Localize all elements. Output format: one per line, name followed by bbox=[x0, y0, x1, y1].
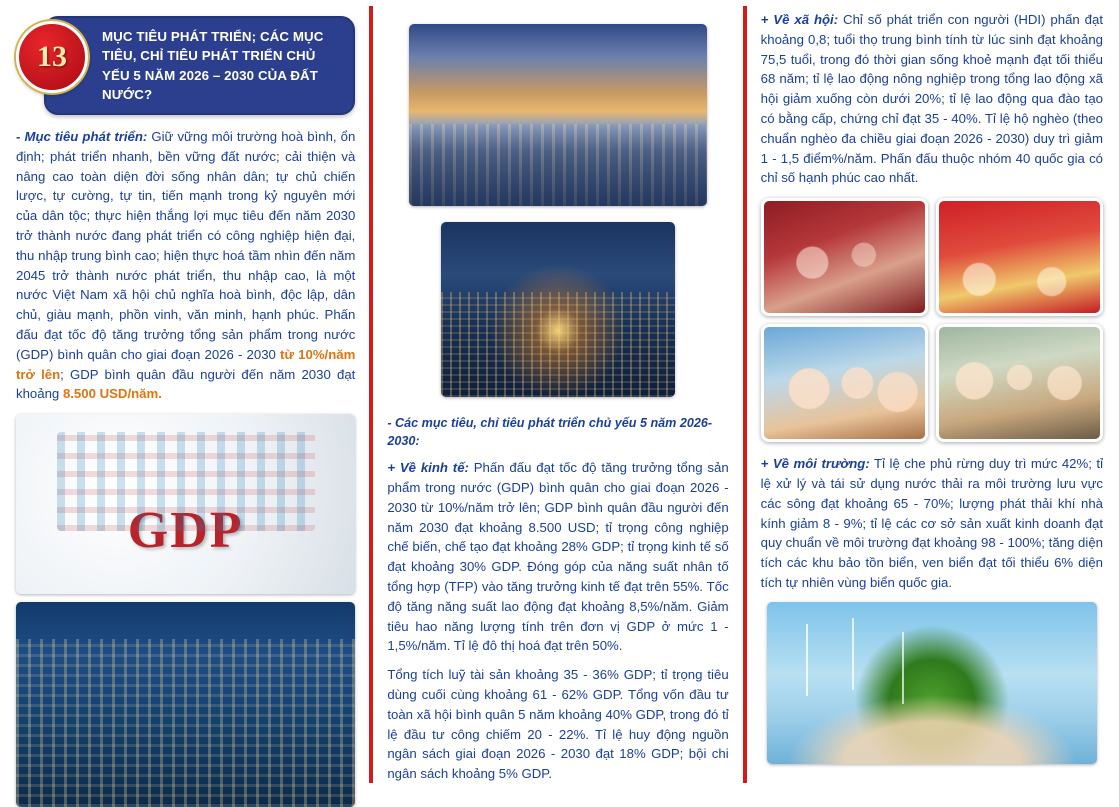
environment-paragraph bbox=[761, 454, 1103, 593]
social-paragraph bbox=[761, 10, 1103, 188]
economy-paragraph-2: Tổng tích luỹ tài sản khoảng 35 - 36% GDP; tỉ trọng tiêu dùng cuối cùng khoảng 61 - 62% GDP. Tổng vốn đầu tư toàn xã hội bình quân 5 năm khoảng 40% GDP, trong đó tỉ lệ đầu tư công chiếm 20 - 22%. Tỉ lệ huy động nguồn ngân sách giai đoạn 2026 - 2030 đạt 18% GDP; bội chi ngân sách khoảng 5% GDP. bbox=[387, 667, 729, 782]
economy-label: + Về kinh tế: bbox=[387, 460, 469, 476]
students-flags-photo bbox=[936, 198, 1103, 316]
objectives-section-heading: - Các mục tiêu, chỉ tiêu phát triển chủ yếu 5 năm 2026-2030: bbox=[387, 416, 713, 448]
development-goal-text-2: ; GDP bình quân đầu người đến năm 2030 đạt khoảng bbox=[16, 366, 356, 402]
city-night-skyline-photo bbox=[441, 222, 674, 397]
column-left bbox=[0, 0, 369, 789]
handshake-meeting-photo bbox=[761, 198, 928, 316]
social-label: + Về xã hội: bbox=[760, 12, 839, 27]
page-title: MỤC TIÊU PHÁT TRIỂN; CÁC MỤC TIÊU, CHỈ TIÊU PHÁT TRIỂN CHỦ YẾU 5 NĂM 2026 – 2030 CỦA ĐẤT NƯỚC? bbox=[102, 29, 324, 102]
environment-label: + Về môi trường: bbox=[760, 456, 870, 472]
green-earth-environment-photo bbox=[767, 602, 1097, 764]
city-aerial-night-photo bbox=[16, 602, 355, 807]
economy-text: Phấn đấu đạt tốc độ tăng trưởng tổng sản phẩm trong nước (GDP) bình quân cho giai đoạn 2026 - 2030 từ 10%/năm trở lên; GDP bình quân đầu người đến năm 2030 đạt khoảng 8.500 USD; tỉ trọng công nghiệp chế biến, chế tạo đạt khoảng 28% GDP; tỉ trọng kinh tế số đạt khoảng 30% GDP. Đóng góp của năng suất nhân tố tổng hợp (TFP) vào tăng trưởng kinh tế đạt trên 55%. Tốc độ tăng năng suất lao động đạt khoảng 8,5%/năm. Giảm tiêu hao năng lượng tính trên đơn vị GDP ở mức 1 - 1,5%/năm. Tỉ lệ đô thị hoá đạt trên 50%. bbox=[387, 460, 729, 654]
environment-text: Tỉ lệ che phủ rừng duy trì mức 42%; tỉ lệ xử lý và tái sử dụng nước thải ra môi trường lưu vực các sông đạt khoảng 65 - 70%; lượng phát thải khí nhà kính giảm 8 - 9%; tỉ lệ các cơ sở sản xuất kinh doanh đạt quy chuẩn về môi trường đạt khoảng 98 - 100%; tăng diện tích các khu bảo tồn biển, ven biển đạt tối thiểu 6% diện tích tự nhiên vùng biển quốc gia. bbox=[760, 456, 1103, 590]
section-number: 13 bbox=[37, 40, 67, 73]
development-goal-label: - Mục tiêu phát triển: bbox=[16, 129, 148, 145]
header-banner bbox=[37, 16, 355, 115]
development-goal-highlight-1: từ 10%/năm trở lên bbox=[16, 346, 356, 382]
development-goal-paragraph bbox=[16, 127, 355, 404]
city-river-sunset-photo bbox=[409, 24, 706, 206]
section-number-badge bbox=[16, 21, 88, 93]
gdp-arrow-chart-photo bbox=[16, 414, 355, 594]
column-middle bbox=[373, 0, 742, 789]
social-photo-grid bbox=[761, 198, 1103, 442]
development-goal-highlight-2: 8.500 USD/năm. bbox=[62, 386, 162, 402]
economy-paragraph bbox=[387, 458, 728, 656]
column-right bbox=[747, 0, 1119, 789]
social-text: Chỉ số phát triển con người (HDI) phấn đạt khoảng 0,8; tuổi thọ trung bình tính từ lúc sinh đạt khoảng 75,5 tuổi, trong đó thời gian sống khoẻ mạnh đạt tối thiểu 68 năm; tỉ lệ lao động nông nghiệp trong tổng lao động xã hội giảm xuống còn dưới 20%; tỉ lệ lao động qua đào tạo có bằng cấp, chứng chỉ đạt 35 - 40%. Tỉ lệ hộ nghèo (theo chuẩn nghèo đa chiều giai đoạn 2026 - 2030) duy trì giảm 1 - 1,5 điểm%/năm. Phấn đấu thuộc nhóm 40 quốc gia có chỉ số hạnh phúc cao nhất. bbox=[760, 12, 1103, 186]
children-smiling-photo bbox=[761, 324, 928, 442]
development-goal-text-1: Giữ vững môi trường hoà bình, ổn định; phát triển nhanh, bền vững đất nước; cải thiện và nâng cao toàn diện đời sống nhân dân; tự chủ chiến lược, tự cường, tự tin, tiến mạnh trong kỷ nguyên mới của dân tộc; thực hiện thắng lợi mục tiêu đến năm 2030 trở thành nước đang phát triển có công nghiệp hiện đại, thu nhập trung bình cao; hiện thực hoá tầm nhìn đến năm 2045 trở thành nước phát triển, thu nhập cao, là một nước Việt Nam xã hội chủ nghĩa hoà bình, độc lập, dân chủ, giàu mạnh, phồn vinh, văn minh, hạnh phúc. Phấn đấu đạt tốc độ tăng trưởng tổng sản phẩm trong nước (GDP) bình quân cho giai đoạn 2026 - 2030 bbox=[16, 129, 356, 362]
elderly-gathering-photo bbox=[936, 324, 1103, 442]
